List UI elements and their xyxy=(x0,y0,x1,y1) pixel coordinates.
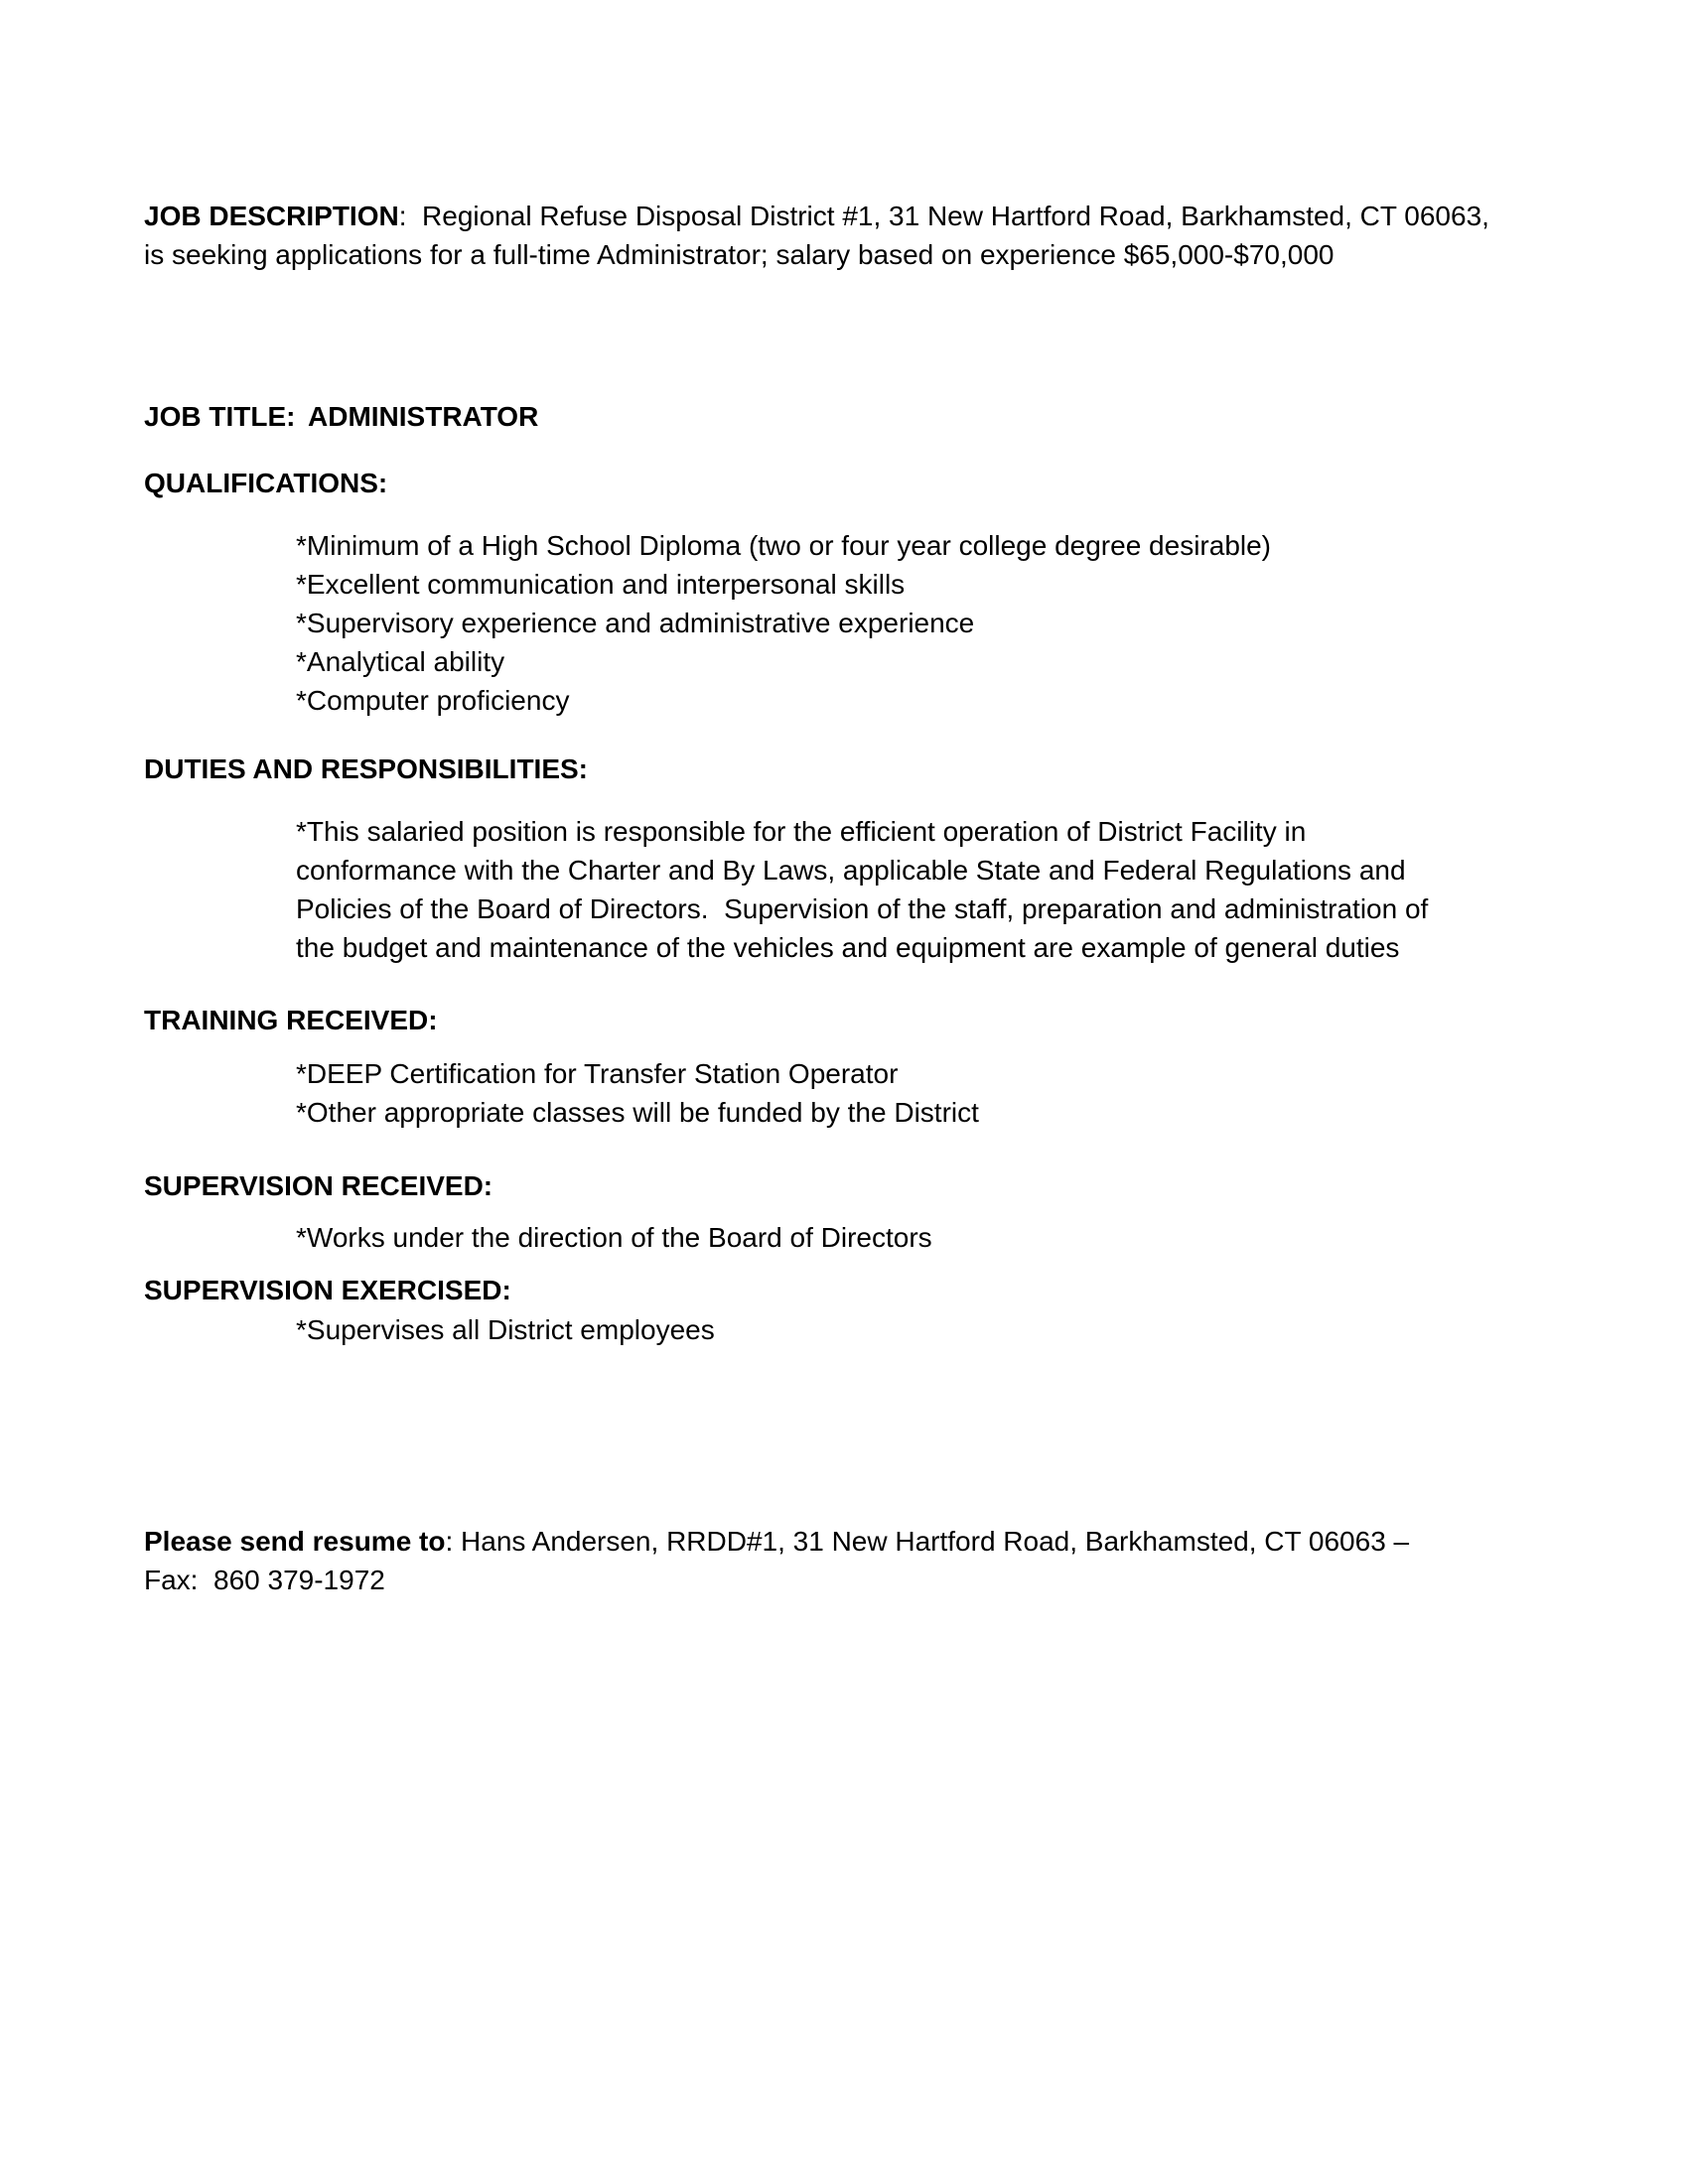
contact-block xyxy=(144,1522,1544,1599)
job-title-value: ADMINISTRATOR xyxy=(308,401,539,432)
job-description-paragraph xyxy=(144,197,1544,274)
supervision-exercised-list xyxy=(144,1310,1544,1349)
qualification-item: *Analytical ability xyxy=(296,646,505,677)
qualification-item: *Excellent communication and interpersonal skills xyxy=(296,569,906,600)
job-description-line1 xyxy=(144,197,1544,235)
job-description-line1-text: : Regional Refuse Disposal District #1, 31 New Hartford Road, Barkhamsted, CT 06063, xyxy=(398,201,1489,231)
job-description-line2: is seeking applications for a full-time Administrator; salary based on experience $65,000-$70,000 xyxy=(144,239,1335,270)
supervision-exercised-item: *Supervises all District employees xyxy=(296,1314,715,1345)
contact-line1 xyxy=(144,1522,1544,1561)
qualification-item: *Supervisory experience and administrative experience xyxy=(296,608,975,638)
supervision-received-heading: SUPERVISION RECEIVED: xyxy=(144,1170,493,1201)
qualifications-list xyxy=(144,526,1544,720)
job-description-label: JOB DESCRIPTION xyxy=(144,201,399,231)
training-item: *DEEP Certification for Transfer Station Operator xyxy=(296,1058,899,1089)
job-title-row xyxy=(144,397,1544,436)
qualifications-heading: QUALIFICATIONS: xyxy=(144,468,388,498)
duties-heading: DUTIES AND RESPONSIBILITIES: xyxy=(144,753,589,784)
training-item: *Other appropriate classes will be funded by the District xyxy=(296,1097,979,1128)
qualification-item: *Computer proficiency xyxy=(296,685,570,716)
duties-line: the budget and maintenance of the vehicles and equipment are example of general duties xyxy=(296,932,1400,963)
duties-line: *This salaried position is responsible for the efficient operation of District Facility in xyxy=(296,816,1307,847)
contact-line1-text: : Hans Andersen, RRDD#1, 31 New Hartford Road, Barkhamsted, CT 06063 – xyxy=(445,1526,1410,1557)
contact-line2: Fax: 860 379-1972 xyxy=(144,1565,385,1595)
duties-line: conformance with the Charter and By Laws, applicable State and Federal Regulations and xyxy=(296,855,1406,886)
duties-paragraph xyxy=(144,812,1544,967)
job-title-label: JOB TITLE: xyxy=(144,401,296,432)
supervision-exercised-heading: SUPERVISION EXERCISED: xyxy=(144,1275,511,1305)
training-list xyxy=(144,1054,1544,1132)
contact-label: Please send resume to xyxy=(144,1526,446,1557)
supervision-received-item: *Works under the direction of the Board of Directors xyxy=(296,1222,932,1253)
duties-line: Policies of the Board of Directors. Supervision of the staff, preparation and administration of xyxy=(296,893,1429,924)
supervision-received-list xyxy=(144,1218,1544,1257)
qualification-item: *Minimum of a High School Diploma (two or four year college degree desirable) xyxy=(296,530,1272,561)
training-heading: TRAINING RECEIVED: xyxy=(144,1005,438,1035)
